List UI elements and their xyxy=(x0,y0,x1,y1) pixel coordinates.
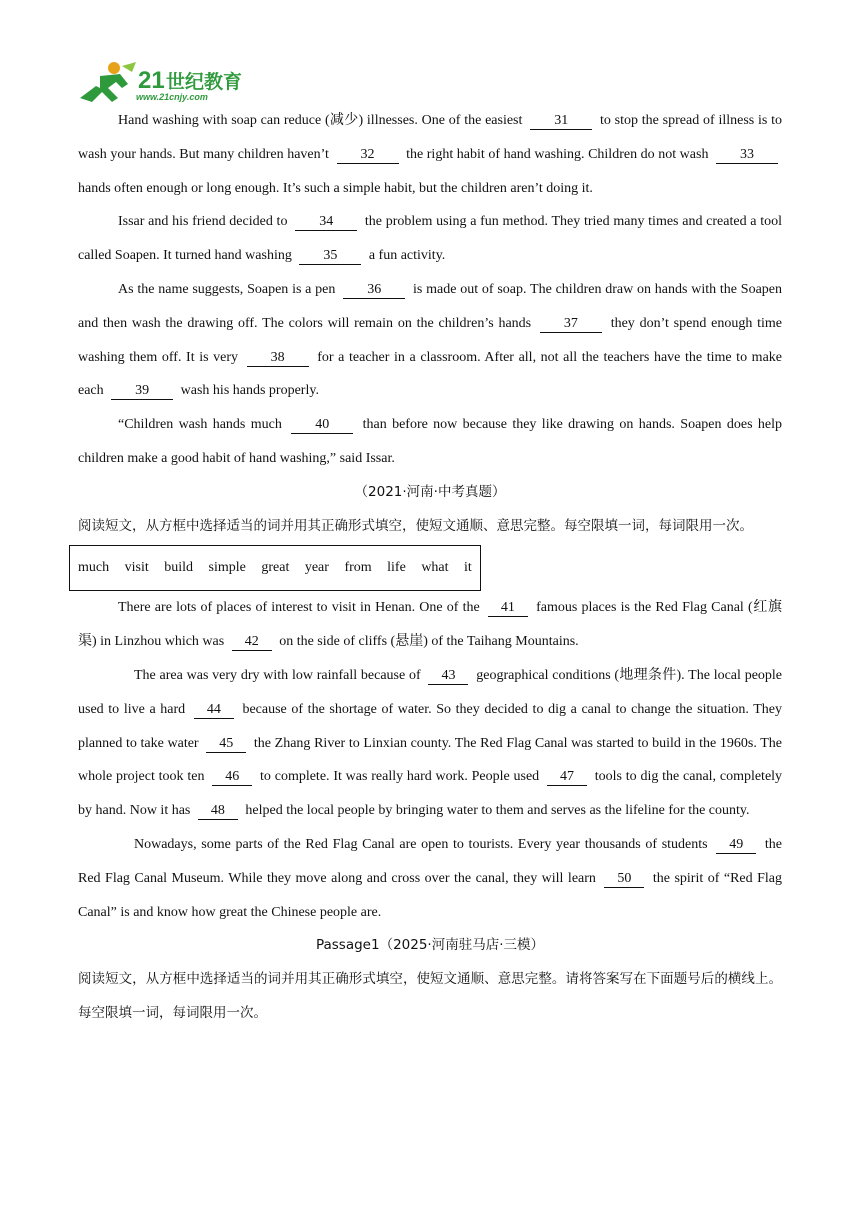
text: to stop the spread of illness is to wash your hands. But many children haven’t xyxy=(78,113,783,162)
word-bank-item: from xyxy=(344,560,372,576)
text: a fun activity. xyxy=(368,248,446,264)
text: for a teacher in a classroom. After all, not all the teachers have the time to make each xyxy=(78,349,782,399)
text: is made out of soap. The children draw on hands with the Soapen and then wash the drawing off. The colors will remain on the children’s hands xyxy=(78,281,783,331)
passage-heading: Passage1（2025·河南驻马店·三模） xyxy=(315,937,545,954)
text: hands often enough or long enough. It’s such a simple habit, but the children aren’t doing it. xyxy=(78,180,593,196)
text: to complete. It was really hard work. People used xyxy=(260,769,540,785)
text: the Zhang River to Linxian county. The Red Flag Canal was started to build in the 1960s. The whole project took ten xyxy=(78,735,782,785)
passage-b-paragraph-1 xyxy=(78,591,782,659)
blank-43[interactable]: 43 xyxy=(428,668,468,685)
text: wash his hands properly. xyxy=(180,383,319,399)
blank-34[interactable]: 34 xyxy=(295,214,357,231)
blank-44[interactable]: 44 xyxy=(194,702,234,719)
text: The area was very dry with low rainfall because of xyxy=(134,667,421,683)
text: Issar and his friend decided to xyxy=(118,214,288,230)
blank-49[interactable]: 49 xyxy=(716,837,756,854)
text: they don’t spend enough time washing them off. It is very xyxy=(78,315,782,365)
passage-a-paragraph-2 xyxy=(78,205,782,273)
text: because of the shortage of water. So they decided to dig a canal to change the situation. They planned to take water xyxy=(78,701,783,751)
blank-41[interactable]: 41 xyxy=(488,600,528,617)
text: than before now because they like drawing on hands. Soapen does help children make a good habit of hand washing,” said Issar. xyxy=(78,417,783,466)
passage-b-paragraph-3 xyxy=(78,828,782,929)
word-bank xyxy=(69,545,481,591)
passage-a-paragraph-1 xyxy=(78,104,782,205)
word-bank-item: what xyxy=(421,560,449,576)
word-bank-item: life xyxy=(387,560,406,576)
text: geographical conditions (地理条件). The local people used to live a hard xyxy=(78,667,783,717)
text: tools to dig the canal, completely by hand. Now it has xyxy=(78,769,783,819)
blank-33[interactable]: 33 xyxy=(716,147,778,164)
blank-42[interactable]: 42 xyxy=(232,634,272,651)
document-body xyxy=(78,104,782,1031)
blank-31[interactable]: 31 xyxy=(530,113,592,130)
blank-39[interactable]: 39 xyxy=(111,383,173,400)
instruction-text: 阅读短文，从方框中选择适当的词并用其正确形式填空，使短文通顺、意思完整。每空限填一词，每词限用一次。 xyxy=(78,517,753,534)
word-bank-item: much xyxy=(78,560,110,576)
blank-46[interactable]: 46 xyxy=(212,769,252,786)
word-bank-item: visit xyxy=(124,560,149,576)
text: “Children wash hands much xyxy=(118,417,282,433)
text: the right habit of hand washing. Children do not wash xyxy=(406,146,709,162)
word-bank-item: great xyxy=(261,560,290,576)
blank-36[interactable]: 36 xyxy=(343,282,405,299)
text: As the name suggests, Soapen is a pen xyxy=(118,281,336,297)
word-bank-item: simple xyxy=(208,560,246,576)
blank-37[interactable]: 37 xyxy=(540,316,602,333)
text: the Red Flag Canal Museum. While they move along and cross over the canal, they will learn xyxy=(78,836,783,886)
word-bank-row xyxy=(78,543,782,591)
word-bank-item: year xyxy=(304,560,329,576)
text: the spirit of “Red Flag Canal” is and know how great the Chinese people are. xyxy=(78,870,783,920)
blank-48[interactable]: 48 xyxy=(198,803,238,820)
blank-38[interactable]: 38 xyxy=(247,350,309,367)
passage-b-paragraph-2 xyxy=(78,659,782,828)
svg-text:世纪教育: 世纪教育 xyxy=(166,71,243,93)
passage-a-paragraph-4 xyxy=(78,408,782,476)
instruction-text: 阅读短文，从方框中选择适当的词并用其正确形式填空，使短文通顺、意思完整。请将答案写在下面题号后的横线上。每空限填一词，每词限用一次。 xyxy=(78,971,782,1021)
word-bank-item: it xyxy=(464,560,472,576)
text: There are lots of places of interest to visit in Henan. One of the xyxy=(118,600,480,616)
text: on the side of cliffs (悬崖) of the Taihang Mountains. xyxy=(279,634,579,650)
svg-text:21: 21 xyxy=(138,67,165,94)
word-bank-item: build xyxy=(164,560,194,576)
source-heading: （2021·河南·中考真题） xyxy=(354,483,506,500)
blank-50[interactable]: 50 xyxy=(604,871,644,888)
logo xyxy=(78,58,258,104)
passage-a-paragraph-3 xyxy=(78,273,782,408)
text: helped the local people by bringing water to them and serves as the lifeline for the county. xyxy=(245,803,750,819)
blank-35[interactable]: 35 xyxy=(299,248,361,265)
blank-47[interactable]: 47 xyxy=(547,769,587,786)
text: Hand washing with soap can reduce (减少) illnesses. One of the easiest xyxy=(118,113,523,128)
blank-32[interactable]: 32 xyxy=(337,147,399,164)
blank-40[interactable]: 40 xyxy=(291,417,353,434)
text: famous places is the Red Flag Canal (红旗渠) in Linzhou which was xyxy=(78,600,782,650)
text: the problem using a fun method. They tried many times and created a tool called Soapen. It turned hand washing xyxy=(78,214,783,264)
blank-45[interactable]: 45 xyxy=(206,736,246,753)
runner-logo-icon xyxy=(78,58,258,104)
svg-text:www.21cnjy.com: www.21cnjy.com xyxy=(136,92,208,102)
text: Nowadays, some parts of the Red Flag Canal are open to tourists. Every year thousands of students xyxy=(134,836,708,852)
